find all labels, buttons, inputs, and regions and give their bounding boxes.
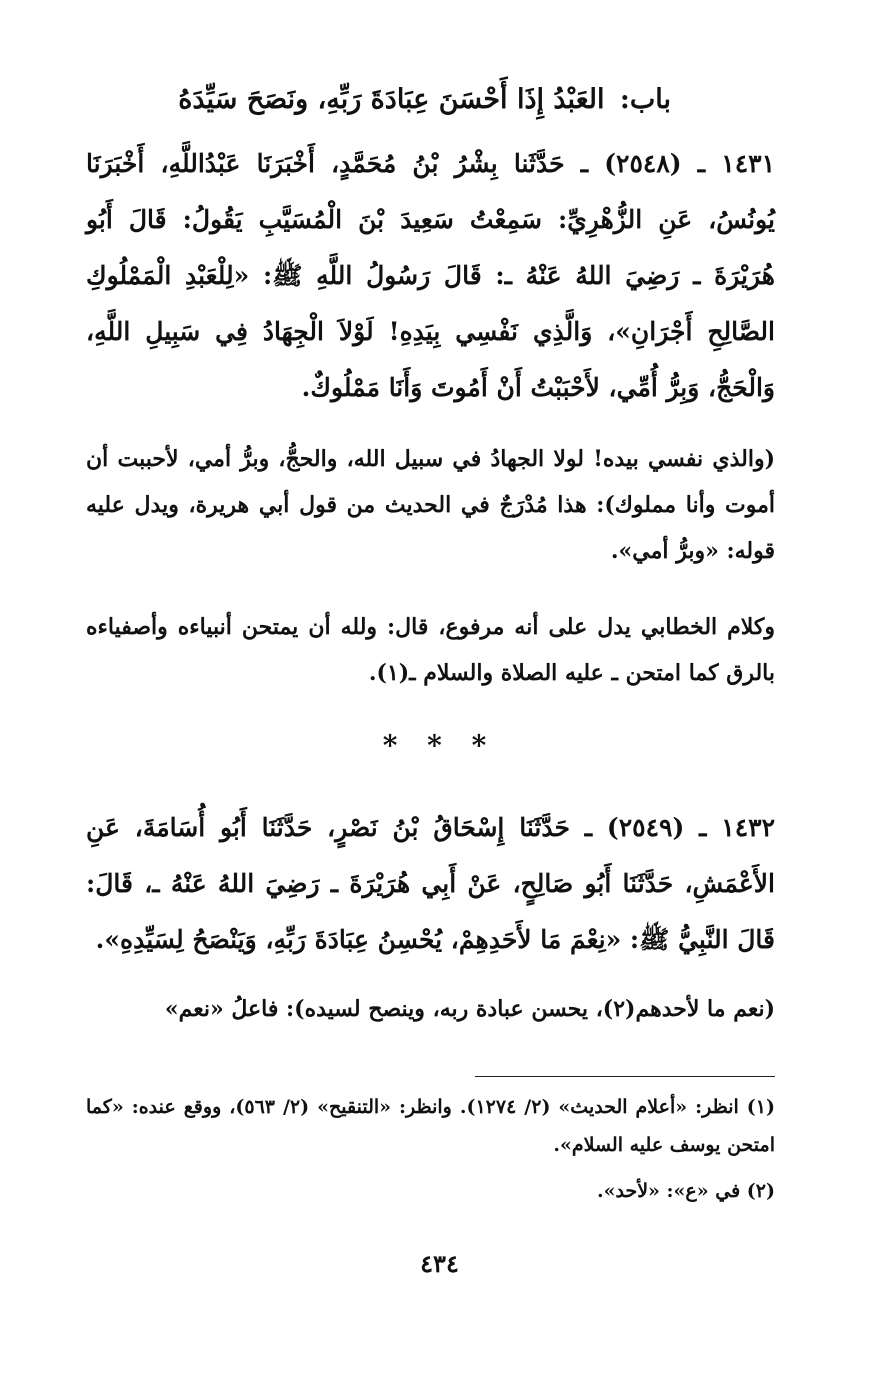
hadith-1432: ١٤٣٢ ـ (٢٥٤٩) ـ حَدَّثَنَا إِسْحَاقُ بْنُ نَصْرٍ، حَدَّثَنَا أَبُو أُسَامَةَ، عَنِ الأَعْمَشِ، حَدَّثَنَا أَبُو صَالِحٍ، عَنْ أَبِي هُرَيْرَةَ ـ رَضِيَ اللهُ عَنْهُ ـ، قَالَ: قَالَ النَّبِيُّ ﷺ: «نِعْمَ مَا لأَحَدِهِمْ، يُحْسِنُ عِبَادَةَ رَبِّهِ، وَيَنْصَحُ لِسَيِّدِهِ».: [86, 813, 775, 954]
page-number: ٤٣٤: [420, 1249, 459, 1278]
footnote-divider: [475, 1076, 775, 1077]
footnote-1: (١) انظر: «أعلام الحديث» (٢/ ١٢٧٤). وانظر: «التنقيح» (٢/ ٥٦٣)، ووقع عنده: «كما امتحن يوسف عليه السلام».: [86, 1096, 775, 1156]
commentary-1432-paragraph-1: (نعم ما لأحدهم(٢)، يحسن عبادة ربه، وينصح لسيده): فاعلُ «نعم»: [164, 996, 775, 1022]
commentary-1431-paragraph-2: وكلام الخطابي يدل على أنه مرفوع، قال: ولله أن يمتحن أنبياءه وأصفياءه بالرق كما امتحن ـ عليه الصلاة والسلام ـ(١).: [86, 614, 775, 686]
section-separator: * * *: [382, 729, 497, 762]
chapter-title-text: العَبْدُ إِذَا أَحْسَنَ عِبَادَةَ رَبِّهِ، ونَصَحَ سَيِّدَهُ: [178, 84, 605, 115]
chapter-label: باب:: [619, 84, 671, 115]
chapter-heading: [90, 78, 671, 122]
commentary-1431-paragraph-1: (والذي نفسي بيده! لولا الجهادُ في سبيل الله، والحجُّ، وبرُّ أمي، لأحببت أن أموت وأنا مملوك): هذا مُدْرَجٌ في الحديث من قول أبي هريرة، ويدل عليه قوله: «وبرُّ أمي».: [86, 446, 775, 564]
hadith-1431: ١٤٣١ ـ (٢٥٤٨) ـ حَدَّثَنا بِشْرُ بْنُ مُحَمَّدٍ، أَخْبَرَنَا عَبْدُاللَّهِ، أَخْبَرَنَا يُونُسُ، عَنِ الزُّهْرِيِّ: سَمِعْتُ سَعِيدَ بْنَ الْمُسَيَّبِ يَقُولُ: قَالَ أَبُو هُرَيْرَةَ ـ رَضِيَ اللهُ عَنْهُ ـ: قَالَ رَسُولُ اللَّهِ ﷺ: «لِلْعَبْدِ الْمَمْلُوكِ الصَّالِحِ أَجْرَانِ»، وَالَّذِي نَفْسِي بِيَدِهِ! لَوْلاَ الْجِهَادُ فِي سَبِيلِ اللَّهِ، وَالْحَجُّ، وَبِرُّ أُمِّي، لأَحْبَبْتُ أَنْ أَمُوتَ وَأَنَا مَمْلُوكٌ.: [86, 149, 776, 402]
footnotes: [86, 1088, 775, 1218]
footnote-2: (٢) في «ع»: «لأحد».: [597, 1180, 775, 1202]
